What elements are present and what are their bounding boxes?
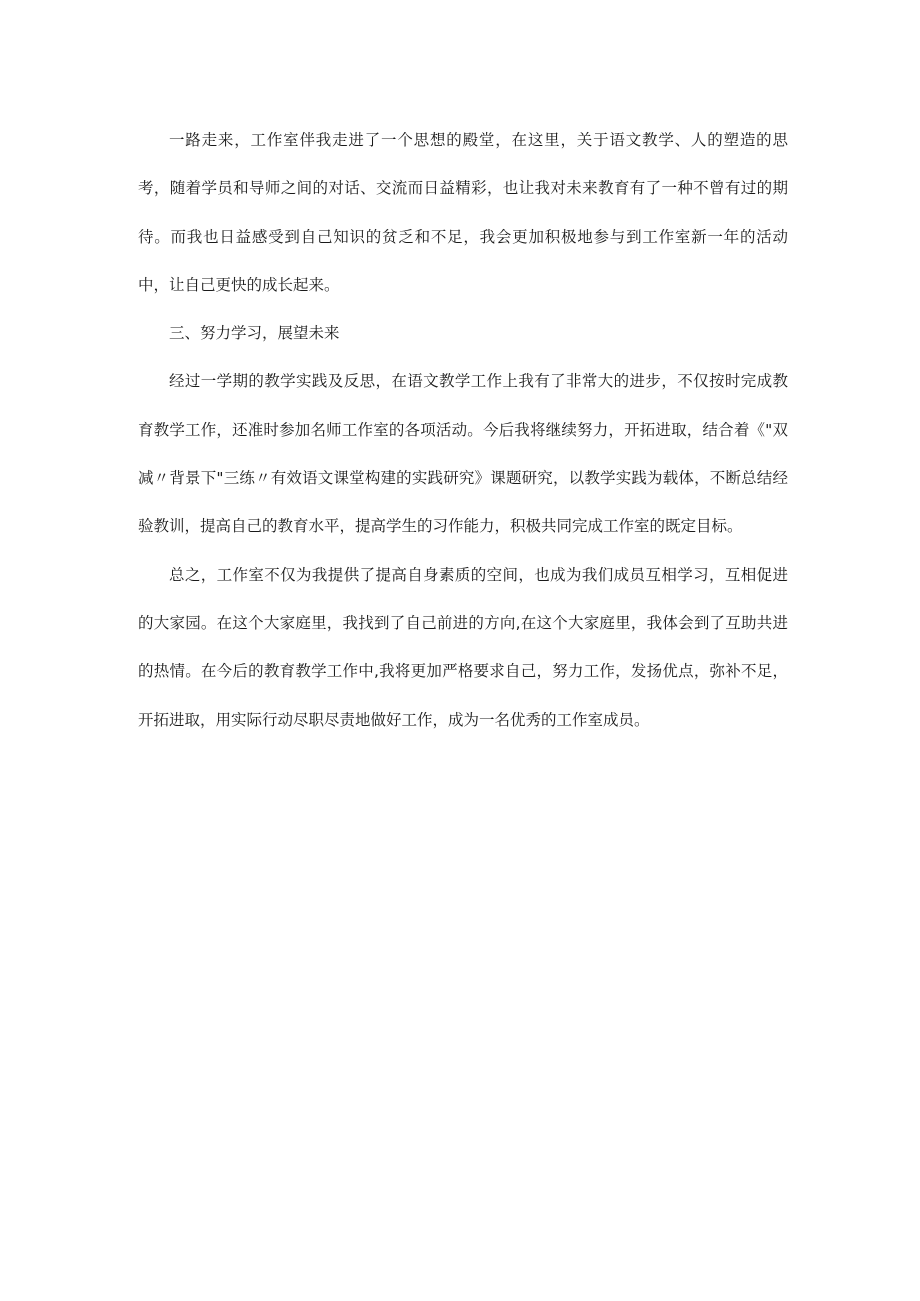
document-body bbox=[138, 116, 788, 744]
paragraph-conclusion: 总之，工作室不仅为我提供了提高自身素质的空间，也成为我们成员互相学习，互相促进的大家园。在这个大家庭里，我找到了自己前进的方向,在这个大家庭里，我体会到了互助共进的热情。在今后的教育教学工作中,我将更加严格要求自己，努力工作，发扬优点，弥补不足，开拓进取，用实际行动尽职尽责地做好工作，成为一名优秀的工作室成员。 bbox=[138, 565, 788, 729]
paragraph-progress-plan: 经过一学期的教学实践及反思，在语文教学工作上我有了非常大的进步，不仅按时完成教育教学工作，还准时参加名师工作室的各项活动。今后我将继续努力，开拓进取，结合着《"双减〃背景下"三练〃有效语文课堂构建的实践研究》课题研究，以教学实践为载体，不断总结经验教训，提高自己的教育水平，提高学生的习作能力，积极共同完成工作室的既定目标。 bbox=[138, 372, 788, 536]
paragraph-reflection: 一路走来，工作室伴我走进了一个思想的殿堂，在这里，关于语文教学、人的塑造的思考，随着学员和导师之间的对话、交流而日益精彩，也让我对未来教育有了一种不曾有过的期待。而我也日益感受到自己知识的贫乏和不足，我会更加积极地参与到工作室新一年的活动中，让自己更快的成长起来。 bbox=[138, 131, 788, 294]
section-heading-study-outlook: 三、努力学习，展望未来 bbox=[169, 324, 340, 343]
